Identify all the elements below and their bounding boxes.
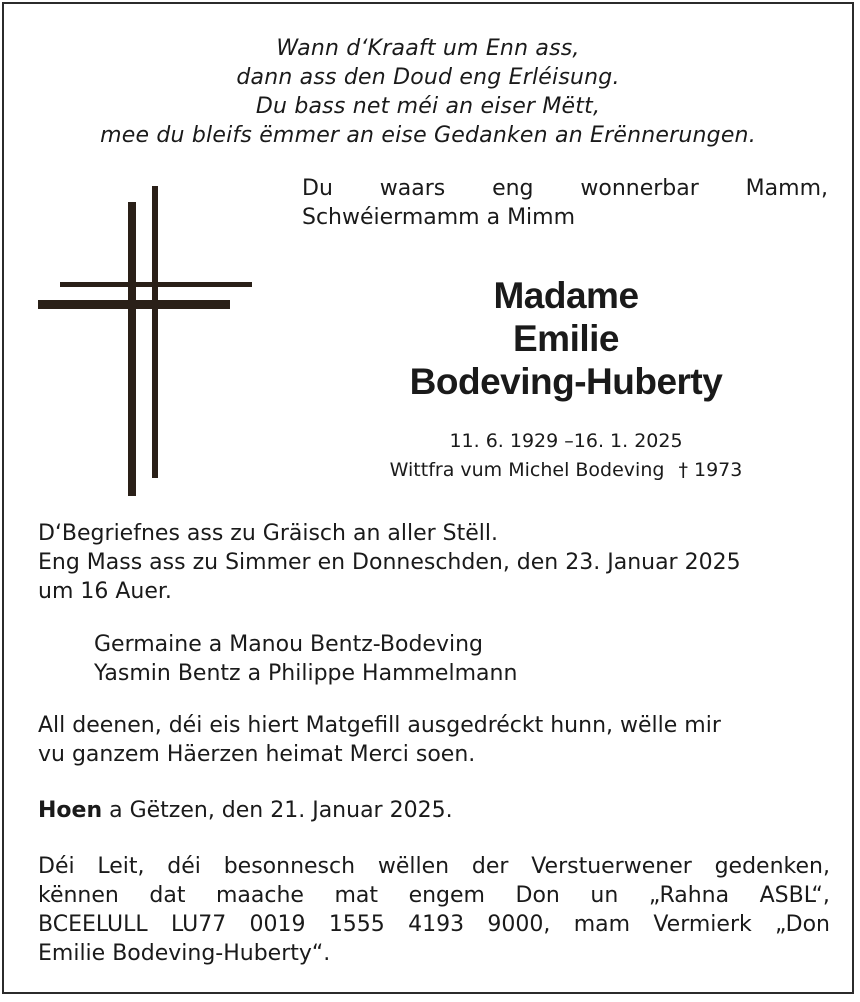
life-dates [334,427,798,485]
donation-line [38,910,830,939]
place-bold: Hoen [38,798,103,823]
memorial-poem [4,34,852,150]
poem-line: Du bass net méi an eiser Mëtt, [255,94,601,119]
word: wëllen [377,854,450,879]
burial-line: Eng Mass ass zu Simmer en Donneschden, den 23. Januar 2025 [38,550,741,575]
dedication-line [302,174,828,203]
thanks-line: vu ganzem Häerzen heimat Merci soen. [38,742,476,767]
donation-info [38,852,830,968]
word: BCEELULL [38,912,148,937]
word: „Don [775,912,830,937]
first-name: Emilie [513,318,619,359]
word: mam [573,912,631,937]
word: kënnen [38,883,119,908]
word: waars [379,176,446,201]
surname: Bodeving-Huberty [409,361,723,402]
word: der [471,854,509,879]
poem-line: Wann d‘Kraaft um Enn ass, [276,36,580,61]
dedication-line: Schwéiermamm a Mimm [302,205,576,230]
burial-line: D‘Begriefnes ass zu Gräisch an aller Stëll. [38,521,499,546]
word: gedenken, [714,854,830,879]
dedication [302,174,828,232]
thanks-text [38,711,830,769]
word: wonnerbar [580,176,699,201]
word: Verstuerwener [531,854,692,879]
donation-line [38,852,830,881]
donation-line [38,881,830,910]
burial-line: um 16 Auer. [38,579,172,604]
word: déi [167,854,201,879]
widow-note [334,456,798,485]
word: maache [216,883,304,908]
poem-line: dann ass den Doud eng Erléisung. [236,65,620,90]
word: Don [515,883,560,908]
dagger-year: † 1973 [678,459,743,481]
thanks-line: All deenen, déi eis hiert Matgefill ausgedréckt hunn, wëlle mir [38,713,721,738]
poem-line: mee du bleifs ëmmer an eise Gedanken an Erënnerungen. [100,123,756,148]
mourner: Yasmin Bentz a Philippe Hammelmann [94,661,518,686]
word: Vermierk [653,912,752,937]
word: engem [408,883,485,908]
mourners-list [94,630,860,688]
word: ASBL“, [759,883,830,908]
obituary-notice [2,2,854,994]
word: Leit, [97,854,145,879]
word: mat [334,883,379,908]
honorific: Madame [493,275,639,316]
word: LU77 [170,912,227,937]
word: dat [149,883,186,908]
word: un [590,883,619,908]
word: 1555 [328,912,385,937]
place-rest: a Gëtzen, den 21. Januar 2025. [102,798,453,823]
place-date [38,796,830,825]
mourner: Germaine a Manou Bentz-Bodeving [94,632,484,657]
word: besonnesch [223,854,356,879]
word: 4193 [408,912,465,937]
word: 0019 [249,912,306,937]
deceased-name [324,274,808,403]
widow-text: Wittfra vum Michel Bodeving [389,459,665,481]
christian-cross-icon [38,184,254,502]
burial-info [38,519,830,606]
word: 9000, [487,912,551,937]
word: Déi [38,854,75,879]
birth-death-dates: 11. 6. 1929 –16. 1. 2025 [449,430,683,452]
word: eng [492,176,534,201]
word: Mamm, [745,176,828,201]
donation-line: Emilie Bodeving-Huberty“. [38,941,331,966]
word: „Rahna [648,883,730,908]
word: Du [302,176,333,201]
